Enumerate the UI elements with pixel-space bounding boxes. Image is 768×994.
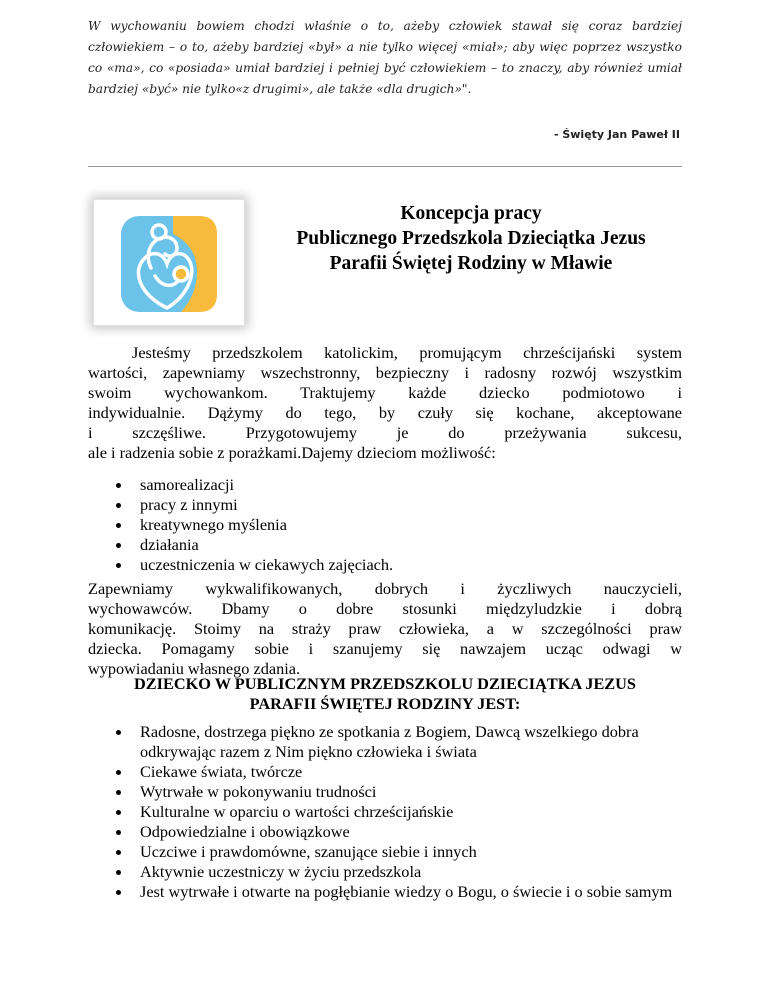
horizontal-rule [88, 166, 682, 167]
list-item: Ciekawe świata, twórcze [116, 762, 682, 782]
list-item: Aktywnie uczestniczy w życiu przedszkola [116, 862, 682, 882]
intro-line: i szczęśliwe. Przygotowujemy je do przeżywania sukcesu, [88, 423, 682, 442]
heading-line-1: DZIECKO W PUBLICZNYM PRZEDSZKOLU DZIECIĄTKA JEZUS [134, 674, 636, 693]
section-heading [88, 674, 682, 714]
paragraph-line: wychowawców. Dbamy o dobre stosunki międzyludzkie i dobrą [88, 599, 682, 618]
paragraph-line: komunikację. Stoimy na straży praw człowieka, a w szczególności praw [88, 619, 682, 638]
intro-line: Jesteśmy przedszkolem katolickim, promującym chrześcijański system [132, 343, 682, 362]
motto-quote: W wychowaniu bowiem chodzi właśnie o to, ażeby człowiek stawał się coraz bardziej człowiekiem – o to, ażeby bardziej «był» a nie tylko więcej «miał»; aby więc poprzez wszystko co «ma», co «posiada» umiał bardziej i pełniej być człowiekiem – to znaczy, aby również umiał bardziej «być» nie tylko«z drugimi», ale także «dla drugich»". [88, 19, 682, 96]
intro-line: wartości, zapewniamy wszechstronny, bezpieczny i radosny rozwój wszystkim [88, 363, 682, 382]
list-item: Odpowiedzialne i obowiązkowe [116, 822, 682, 842]
document-title [270, 201, 672, 276]
list-item: pracy z innymi [116, 495, 393, 515]
heading-line-2: PARAFII ŚWIĘTEJ RODZINY JEST: [249, 694, 521, 713]
list-item: Radosne, dostrzega piękno ze spotkania z Bogiem, Dawcą wszelkiego dobra odkrywając razem z Nim piękno człowieka i świata [116, 722, 682, 762]
opportunities-list [116, 475, 393, 575]
list-item: Uczciwe i prawdomówne, szanujące siebie i innych [116, 842, 682, 862]
title-line-3: Parafii Świętej Rodziny w Mławie [329, 253, 613, 274]
list-item: Wytrwałe w pokonywaniu trudności [116, 782, 682, 802]
staff-paragraph [88, 579, 682, 679]
intro-line: ale i radzenia sobie z porażkami.Dajemy dzieciom możliwość: [88, 443, 496, 462]
list-item: kreatywnego myślenia [116, 515, 393, 535]
qualities-list [116, 722, 682, 902]
paragraph-line: wypowiadaniu własnego zdania. [88, 659, 301, 678]
intro-paragraph [88, 343, 682, 463]
logo-frame [94, 200, 244, 325]
quote-author: - Święty Jan Paweł II [553, 128, 680, 141]
intro-line: swoim wychowankom. Traktujemy każde dziecko podmiotowo i [88, 383, 682, 402]
list-item: Kulturalne w oparciu o wartości chrześcijańskie [116, 802, 682, 822]
paragraph-line: dziecka. Pomagamy sobie i szanujemy się nawzajem ucząc odwagi w [88, 639, 682, 658]
title-line-2: Publicznego Przedszkola Dzieciątka Jezus [296, 228, 646, 249]
list-item: Jest wytrwałe i otwarte na pogłębianie wiedzy o Bogu, o świecie i o sobie samym [116, 882, 682, 902]
list-item: uczestniczenia w ciekawych zajęciach. [116, 555, 393, 575]
preschool-logo-icon [121, 216, 217, 312]
intro-line: indywidualnie. Dążymy do tego, by czuły się kochane, akceptowane [88, 403, 682, 422]
title-line-1: Koncepcja pracy [400, 203, 542, 224]
paragraph-line: Zapewniamy wykwalifikowanych, dobrych i życzliwych nauczycieli, [88, 579, 682, 598]
list-item: działania [116, 535, 393, 555]
list-item: samorealizacji [116, 475, 393, 495]
